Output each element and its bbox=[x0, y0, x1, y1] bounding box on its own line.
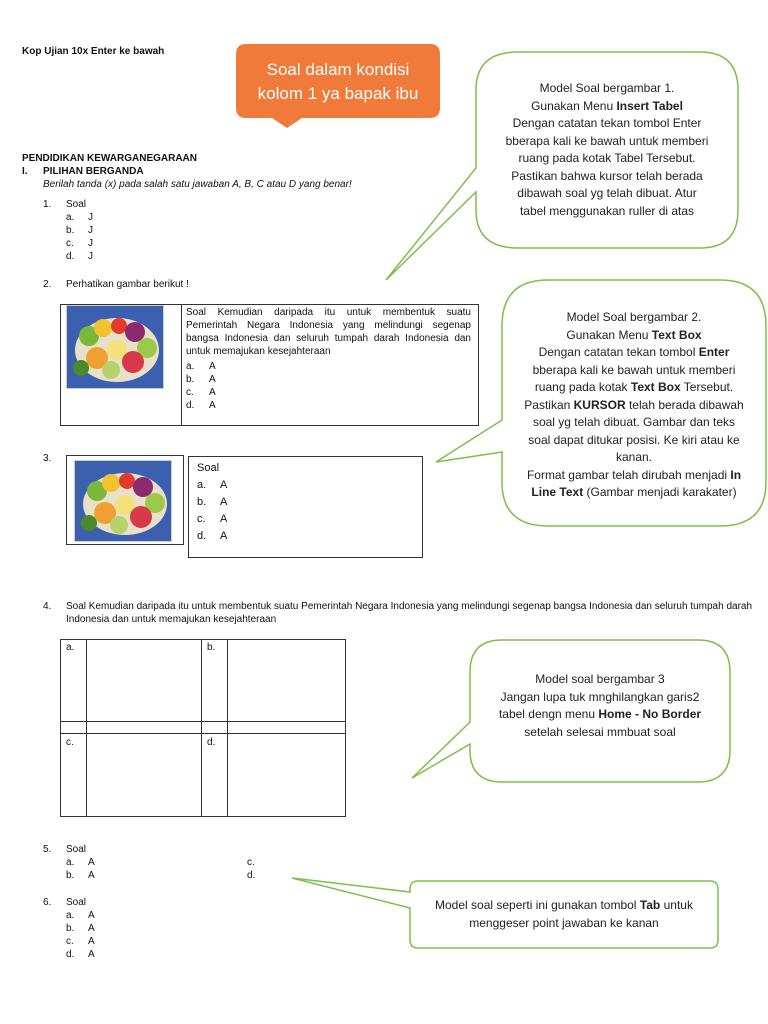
fruit-bowl-icon bbox=[67, 306, 163, 388]
fruit-bowl-icon bbox=[75, 461, 171, 541]
q4-table bbox=[60, 639, 346, 817]
kop-header: Kop Ujian 10x Enter ke bawah bbox=[22, 46, 165, 57]
q6-option-a-value: A bbox=[88, 910, 95, 921]
q1-option-d-value: J bbox=[88, 251, 93, 262]
callout2-line4: bberapa kali ke bawah untuk memberi bbox=[532, 362, 736, 377]
q3-option-c-label: c. bbox=[197, 513, 206, 525]
callout3-line4: setelah selesai mmbuat soal bbox=[524, 724, 676, 739]
orange-note-line1: Soal dalam kondisi bbox=[266, 60, 410, 79]
q3-fruit-image bbox=[74, 460, 172, 542]
q6-option-b-label: b. bbox=[66, 923, 75, 934]
callout2-line10: Format gambar telah dirubah menjadi In bbox=[526, 467, 742, 482]
q4-cell-d: d. bbox=[207, 737, 216, 748]
q6-number: 6. bbox=[43, 897, 52, 908]
section-instruction: Berilah tanda (x) pada salah satu jawaban A, B, C atau D yang benar! bbox=[43, 179, 352, 190]
q2-number: 2. bbox=[43, 279, 52, 290]
callout2-line1: Model Soal bergambar 2. bbox=[566, 310, 702, 324]
q5-text: Soal bbox=[66, 844, 87, 855]
q1-option-a-label: a. bbox=[66, 212, 75, 223]
q5-option-d-label: d. bbox=[247, 870, 256, 881]
callout1-line3: Dengan catatan tekan tombol Enter bbox=[512, 116, 702, 130]
q4-cell-c: c. bbox=[66, 737, 74, 748]
q3-option-a-value: A bbox=[220, 479, 228, 491]
callout2-line6: Pastikan KURSOR telah berada dibawah bbox=[524, 397, 744, 412]
callout1-line2: Gunakan Menu Insert Tabel bbox=[531, 98, 683, 113]
callout1-line1: Model Soal bergambar 1. bbox=[539, 81, 675, 95]
callout4-line2: menggeser point jawaban ke kanan bbox=[469, 915, 659, 930]
q2-option-c-value: A bbox=[209, 387, 216, 398]
q6-option-d-label: d. bbox=[66, 949, 75, 960]
callout1-line5: ruang pada kotak Tabel Tersebut. bbox=[518, 151, 696, 165]
callout2-line9: kanan. bbox=[615, 450, 653, 464]
q2-option-a-label: a. bbox=[186, 361, 195, 372]
q3-option-d-label: d. bbox=[197, 530, 207, 542]
q3-option-b-label: b. bbox=[197, 496, 207, 508]
q5-option-a-label: a. bbox=[66, 857, 75, 868]
q6-option-a-label: a. bbox=[66, 910, 75, 921]
q1-option-c-label: c. bbox=[66, 238, 74, 249]
callout4-line1: Model soal seperti ini gunakan tombol Tab untuk bbox=[435, 898, 693, 912]
section-roman: I. bbox=[22, 166, 28, 177]
q5-option-b-label: b. bbox=[66, 870, 75, 881]
callout3-line1: Model soal bergambar 3 bbox=[535, 672, 665, 686]
q2-option-a-value: A bbox=[209, 361, 216, 372]
q6-option-d-value: A bbox=[88, 949, 95, 960]
q2-intro: Perhatikan gambar berikut ! bbox=[66, 279, 189, 290]
callout1-text bbox=[478, 80, 736, 220]
q2-fruit-image bbox=[66, 305, 164, 389]
orange-note bbox=[236, 58, 440, 106]
q6-option-c-label: c. bbox=[66, 936, 74, 947]
callout1-line4: bberapa kali ke bawah untuk memberi bbox=[505, 133, 709, 148]
q3-option-c-value: A bbox=[220, 513, 228, 525]
q3-number: 3. bbox=[43, 453, 52, 464]
q5-number: 5. bbox=[43, 844, 52, 855]
callout2-line11: Line Text (Gambar menjadi karakater) bbox=[531, 485, 737, 499]
q3-text: Soal bbox=[197, 462, 220, 474]
q2-text: Soal Kemudian daripada itu untuk membentuk suatu Pemerintah Negara Indonesia yang melindungi segenap bangsa Indonesia dan seluruh tumpah darah Indonesia dan untuk memajukan kesejahteraan bbox=[186, 307, 471, 357]
orange-note-line2: kolom 1 ya bapak ibu bbox=[257, 84, 419, 103]
section-heading: PILIHAN BERGANDA bbox=[43, 166, 144, 177]
callout2-text bbox=[505, 309, 763, 502]
callout3-text bbox=[472, 671, 728, 741]
q6-text: Soal bbox=[66, 897, 87, 908]
callout1-line8: tabel menggunakan ruller di atas bbox=[519, 203, 695, 218]
q4-cell-b: b. bbox=[207, 642, 216, 653]
q3-option-d-value: A bbox=[220, 530, 228, 542]
callout2-line5: ruang pada kotak Text Box Tersebut. bbox=[534, 380, 734, 394]
q2-table-divider bbox=[181, 305, 182, 425]
q1-option-c-value: J bbox=[88, 238, 93, 249]
q5-option-c-label: c. bbox=[247, 857, 255, 868]
q5-option-a-value: A bbox=[88, 857, 95, 868]
q2-option-d-value: A bbox=[209, 400, 216, 411]
callout1-line7: dibawah soal yg telah dibuat. Atur bbox=[517, 186, 697, 200]
q4-cell-a: a. bbox=[66, 642, 75, 653]
q2-option-b-value: A bbox=[209, 374, 216, 385]
q3-option-a-label: a. bbox=[197, 479, 207, 491]
q1-text: Soal bbox=[66, 199, 87, 210]
q1-option-a-value: J bbox=[88, 212, 93, 223]
callout2-line7: soal yg telah dibuat. Gambar dan teks bbox=[532, 415, 736, 429]
q1-option-b-value: J bbox=[88, 225, 93, 236]
callout3-line3: tabel dengn menu Home - No Border bbox=[498, 707, 702, 721]
q4-text: Soal Kemudian daripada itu untuk membentuk suatu Pemerintah Negara Indonesia yang melindungi segenap bangsa Indonesia dan seluruh tumpah darah Indonesia dan untuk memajukan kesejahteraan bbox=[66, 601, 753, 625]
q1-number: 1. bbox=[43, 199, 52, 210]
callout4-text bbox=[412, 897, 716, 932]
q2-option-d-label: d. bbox=[186, 400, 195, 411]
callout2-line3: Dengan catatan tekan tombol Enter bbox=[538, 345, 730, 359]
q3-option-b-value: A bbox=[220, 496, 228, 508]
callout3-line2: Jangan lupa tuk mnghilangkan garis2 bbox=[500, 689, 700, 704]
q6-option-c-value: A bbox=[88, 936, 95, 947]
q2-option-c-label: c. bbox=[186, 387, 194, 398]
q5-option-b-value: A bbox=[88, 870, 95, 881]
q2-option-b-label: b. bbox=[186, 374, 195, 385]
q1-option-d-label: d. bbox=[66, 251, 75, 262]
q6-option-b-value: A bbox=[88, 923, 95, 934]
callout2-line2: Gunakan Menu Text Box bbox=[566, 327, 702, 342]
callout2-line8: soal dapat ditukar posisi. Ke kiri atau ke bbox=[528, 432, 740, 447]
q4-number: 4. bbox=[43, 601, 52, 612]
callout1-line6: Pastikan bahwa kursor telah berada bbox=[511, 168, 703, 183]
q1-option-b-label: b. bbox=[66, 225, 75, 236]
subject-title: PENDIDIKAN KEWARGANEGARAAN bbox=[22, 153, 198, 164]
